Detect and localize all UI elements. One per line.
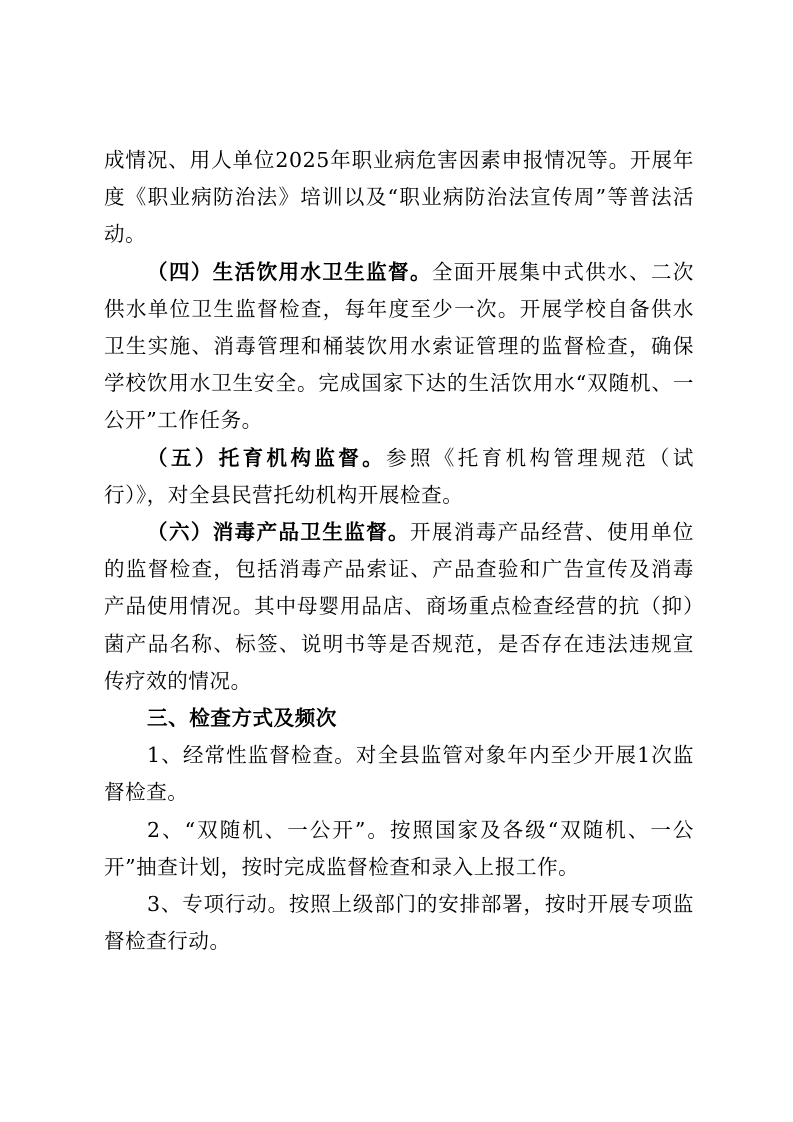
heading-disinfection-supervision: （六）消毒产品卫生监督。 xyxy=(147,520,410,545)
paragraph-method-special-action: 3、专项行动。按照上级部门的安排部署，按时开展专项监督检查行动。 xyxy=(104,892,694,954)
paragraph-method-double-random: 2、“双随机、一公开”。按照国家及各级“双随机、一公开”抽查计划，按时完成监督检查和录入上报工作。 xyxy=(104,817,694,879)
paragraph-drinking-water-supervision xyxy=(104,254,694,440)
paragraph-continued: 成情况、用人单位2025年职业病危害因素申报情况等。开展年度《职业病防治法》培训以及“职业病防治法宣传周”等普法活动。 xyxy=(104,148,694,247)
heading-childcare-supervision: （五）托育机构监督。 xyxy=(147,445,387,470)
heading-drinking-water-supervision: （四）生活饮用水卫生监督。 xyxy=(147,259,432,284)
section-title-inspection-methods: 三、检查方式及频次 xyxy=(147,706,337,731)
text-childcare-supervision: 参照《托育机构管理规范（试行）》，对全县民营托幼机构开展检查。 xyxy=(104,445,694,507)
paragraph-disinfection-supervision xyxy=(104,514,694,700)
document-page xyxy=(104,142,694,960)
text-disinfection-supervision: 开展消毒产品经营、使用单位的监督检查，包括消毒产品索证、产品查验和广告宣传及消毒产品使用情况。其中母婴用品店、商场重点检查经营的抗（抑）菌产品名称、标签、说明书等是否规范，是否存在违法违规宣传疗效的情况。 xyxy=(104,520,694,693)
paragraph-method-routine: 1、经常性监督检查。对全县监管对象年内至少开展1次监督检查。 xyxy=(104,743,694,805)
text-drinking-water-supervision: 全面开展集中式供水、二次供水单位卫生监督检查，每年度至少一次。开展学校自备供水卫生实施、消毒管理和桶装饮用水索证管理的监督检查，确保学校饮用水卫生安全。完成国家下达的生活饮用水“双随机、一公开”工作任务。 xyxy=(104,259,694,433)
paragraph-childcare-supervision xyxy=(104,440,694,514)
